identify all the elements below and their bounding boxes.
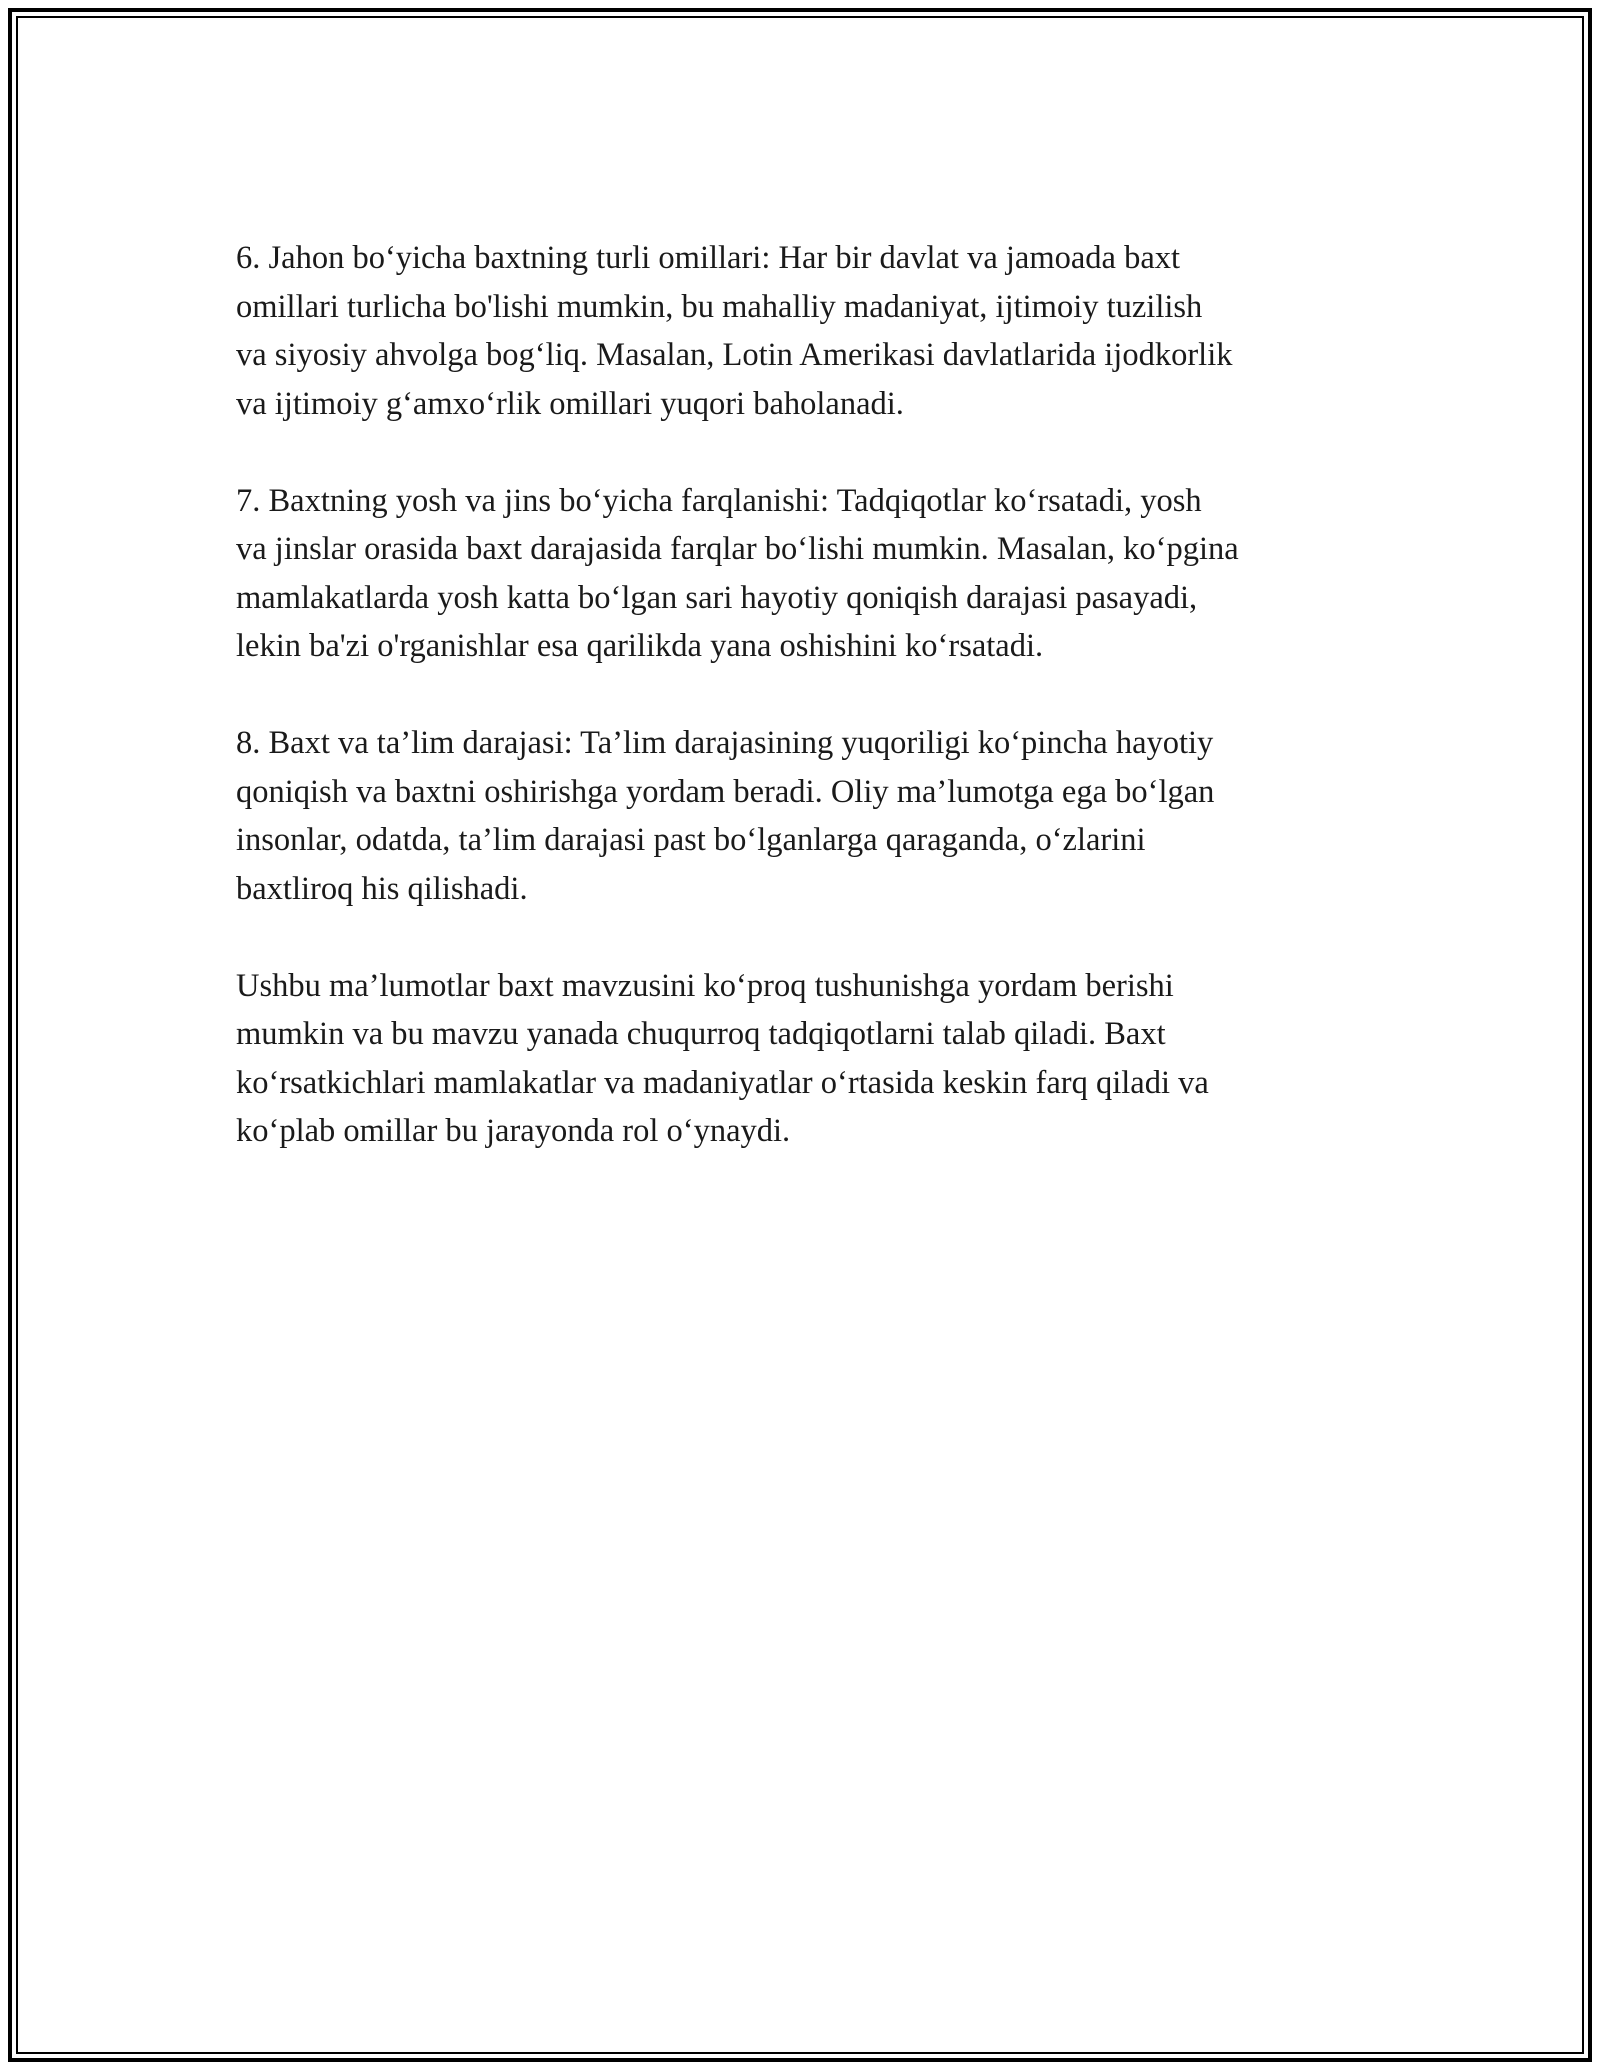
text-line: va ijtimoiy g‘amxo‘rlik omillari yuqori baholanadi. xyxy=(236,385,904,422)
text-line: mumkin va bu mavzu yanada chuqurroq tadqiqotlarni talab qiladi. Baxt xyxy=(236,1016,1166,1052)
text-line: qoniqish va baxtni oshirishga yordam beradi. Oliy ma’lumotga ega bo‘lgan xyxy=(236,773,1215,810)
text-line: omillari turlicha bo'lishi mumkin, bu mahalliy madaniyat, ijtimoiy tuzilish xyxy=(236,288,1203,325)
paragraph-conclusion xyxy=(236,962,1386,1156)
text-line: 6. Jahon bo‘yicha baxtning turli omillari: Har bir davlat va jamoada baxt xyxy=(236,240,1181,276)
text-line: va jinslar orasida baxt darajasida farqlar bo‘lishi mumkin. Masalan, ko‘pgina xyxy=(236,531,1239,567)
text-line: insonlar, odatda, ta’lim darajasi past bo‘lganlarga qaraganda, o‘zlarini xyxy=(236,822,1146,858)
document-body xyxy=(236,234,1386,1204)
text-line: ko‘plab omillar bu jarayonda rol o‘ynaydi. xyxy=(236,1113,791,1149)
paragraph-age-gender xyxy=(236,477,1386,671)
text-line: 8. Baxt va ta’lim darajasi: Ta’lim darajasining yuqoriligi ko‘pincha hayotiy xyxy=(236,725,1214,761)
text-line: mamlakatlarda yosh katta bo‘lgan sari hayotiy qoniqish darajasi pasayadi, xyxy=(236,579,1198,616)
text-line: Ushbu ma’lumotlar baxt mavzusini ko‘proq tushunishga yordam berishi xyxy=(236,967,1174,1004)
text-line: va siyosiy ahvolga bog‘liq. Masalan, Lotin Amerikasi davlatlarida ijodkorlik xyxy=(236,337,1233,373)
text-line: ko‘rsatkichlari mamlakatlar va madaniyatlar o‘rtasida keskin farq qiladi va xyxy=(236,1064,1209,1101)
text-line: 7. Baxtning yosh va jins bo‘yicha farqlanishi: Tadqiqotlar ko‘rsatadi, yosh xyxy=(236,482,1202,519)
paragraph-happiness-factors xyxy=(236,234,1386,428)
paragraph-education xyxy=(236,719,1386,913)
text-line: lekin ba'zi o'rganishlar esa qarilikda yana oshishini ko‘rsatadi. xyxy=(236,628,1044,664)
text-line: baxtliroq his qilishadi. xyxy=(236,870,528,907)
